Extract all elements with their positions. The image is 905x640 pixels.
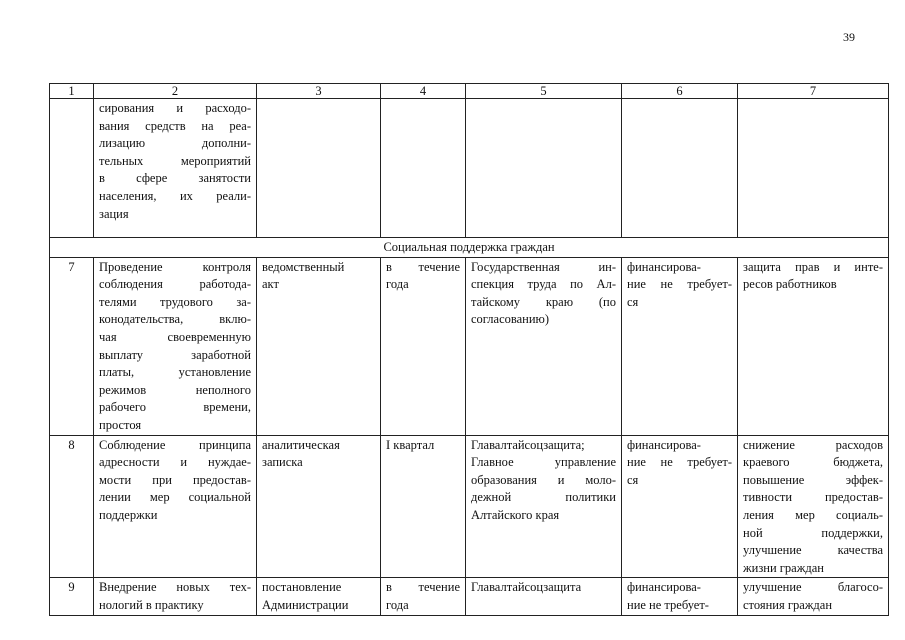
cell-line: лизацию дополни- — [99, 136, 251, 151]
cell-line: ления мер социаль- — [743, 507, 883, 522]
executor-cell — [466, 99, 622, 238]
cell-line: мости при предостав- — [99, 472, 251, 487]
cell-line: ся — [627, 472, 639, 487]
cell-line: простоя — [99, 417, 142, 432]
cell-line: дежной политики — [471, 490, 616, 505]
table-row — [50, 578, 889, 616]
cell-line: года — [386, 597, 409, 612]
section-row — [50, 238, 889, 258]
table-row — [50, 435, 889, 578]
cell-line: финансирова- — [627, 437, 701, 452]
cell-line: ние не требует- — [627, 277, 732, 292]
term-cell — [381, 578, 466, 616]
financing-cell — [622, 257, 738, 435]
cell-line: постановление — [262, 580, 342, 595]
cell-line: улучшение благосо- — [743, 580, 883, 595]
measure-cell — [94, 257, 257, 435]
row-number-cell: 7 — [50, 257, 94, 435]
cell-line: адресности и нуждае- — [99, 455, 251, 470]
cell-line: образования и моло- — [471, 472, 616, 487]
term-cell — [381, 99, 466, 238]
document-cell — [257, 435, 381, 578]
result-cell — [738, 578, 889, 616]
header-cell: 5 — [466, 84, 622, 99]
document-cell — [257, 257, 381, 435]
cell-line: спекция труда по Ал- — [471, 277, 616, 292]
measures-table — [49, 83, 889, 616]
cell-line: Проведение контроля — [99, 259, 251, 274]
cell-line: защита прав и инте- — [743, 259, 883, 274]
measure-cell — [94, 99, 257, 238]
cell-line: акт — [262, 277, 279, 292]
cell-line: Главалтайсоцзащита — [471, 580, 582, 595]
cell-line: телями трудового за- — [99, 294, 251, 309]
row-number-cell: 9 — [50, 578, 94, 616]
cell-line: соблюдения работода- — [99, 277, 251, 292]
cell-line: зация — [99, 206, 129, 221]
cell-line: повышение эффек- — [743, 472, 883, 487]
cell-line: Государственная ин- — [471, 259, 616, 274]
cell-line: населения, их реали- — [99, 188, 251, 203]
cell-line: Внедрение новых тех- — [99, 580, 251, 595]
cell-line: конодательства, вклю- — [99, 312, 251, 327]
cell-line: нологий в практику — [99, 597, 204, 612]
cell-line: года — [386, 277, 409, 292]
header-cell: 6 — [622, 84, 738, 99]
measure-cell — [94, 435, 257, 578]
measure-cell — [94, 578, 257, 616]
cell-line: выплату заработной — [99, 347, 251, 362]
cell-line: жизни граждан — [743, 560, 824, 575]
cell-line: рабочего времени, — [99, 400, 251, 415]
cell-line: в сфере занятости — [99, 171, 251, 186]
cell-line: I квартал — [386, 437, 435, 452]
cell-line: чая своевременную — [99, 329, 251, 344]
result-cell — [738, 435, 889, 578]
cell-line: тельных мероприятий — [99, 153, 251, 168]
header-cell: 3 — [257, 84, 381, 99]
cell-line: сирования и расходо- — [99, 101, 251, 115]
result-cell — [738, 257, 889, 435]
document-cell — [257, 578, 381, 616]
cell-line: аналитическая — [262, 437, 340, 452]
row-number-cell: 8 — [50, 435, 94, 578]
result-cell — [738, 99, 889, 238]
financing-cell — [622, 99, 738, 238]
executor-cell — [466, 435, 622, 578]
cell-line: ной поддержки, — [743, 525, 883, 540]
cell-line: стояния граждан — [743, 597, 833, 612]
cell-line: вания средств на реа- — [99, 118, 251, 133]
cell-line: снижение расходов — [743, 437, 883, 452]
cell-line: финансирова- — [627, 259, 701, 274]
executor-cell — [466, 578, 622, 616]
cell-line: Главное управление — [471, 455, 616, 470]
cell-line: Администрации — [262, 597, 349, 612]
cell-line: в течение — [386, 259, 460, 274]
table-row — [50, 99, 889, 238]
cell-line: в течение — [386, 580, 460, 595]
cell-line: Главалтайсоцзащита; — [471, 437, 585, 452]
row-number-cell — [50, 99, 94, 238]
page-number: 39 — [843, 30, 855, 44]
cell-line: согласованию) — [471, 312, 550, 327]
cell-line: ведомственный — [262, 259, 345, 274]
document-cell — [257, 99, 381, 238]
cell-line: краевого бюджета, — [743, 455, 883, 470]
header-cell: 7 — [738, 84, 889, 99]
cell-line: режимов неполного — [99, 382, 251, 397]
header-cell: 2 — [94, 84, 257, 99]
cell-line: лении мер социальной — [99, 490, 251, 505]
header-cell: 1 — [50, 84, 94, 99]
financing-cell — [622, 578, 738, 616]
table-header-row — [50, 84, 889, 99]
table-row — [50, 257, 889, 435]
cell-line: ние не требует- — [627, 597, 709, 612]
section-title: Социальная поддержка граждан — [50, 238, 889, 258]
cell-line: поддержки — [99, 507, 158, 522]
cell-line: Алтайского края — [471, 507, 560, 522]
cell-line: ся — [627, 294, 639, 309]
executor-cell — [466, 257, 622, 435]
cell-line: тайскому краю (по — [471, 294, 616, 309]
financing-cell — [622, 435, 738, 578]
cell-line: улучшение качества — [743, 543, 883, 558]
cell-line: платы, установление — [99, 365, 251, 380]
term-cell — [381, 257, 466, 435]
cell-line: ресов работников — [743, 277, 837, 292]
header-cell: 4 — [381, 84, 466, 99]
cell-line: тивности предостав- — [743, 490, 883, 505]
cell-line: ние не требует- — [627, 455, 732, 470]
cell-line: записка — [262, 455, 303, 470]
cell-line: финансирова- — [627, 580, 701, 595]
term-cell — [381, 435, 466, 578]
cell-line: Соблюдение принципа — [99, 437, 251, 452]
